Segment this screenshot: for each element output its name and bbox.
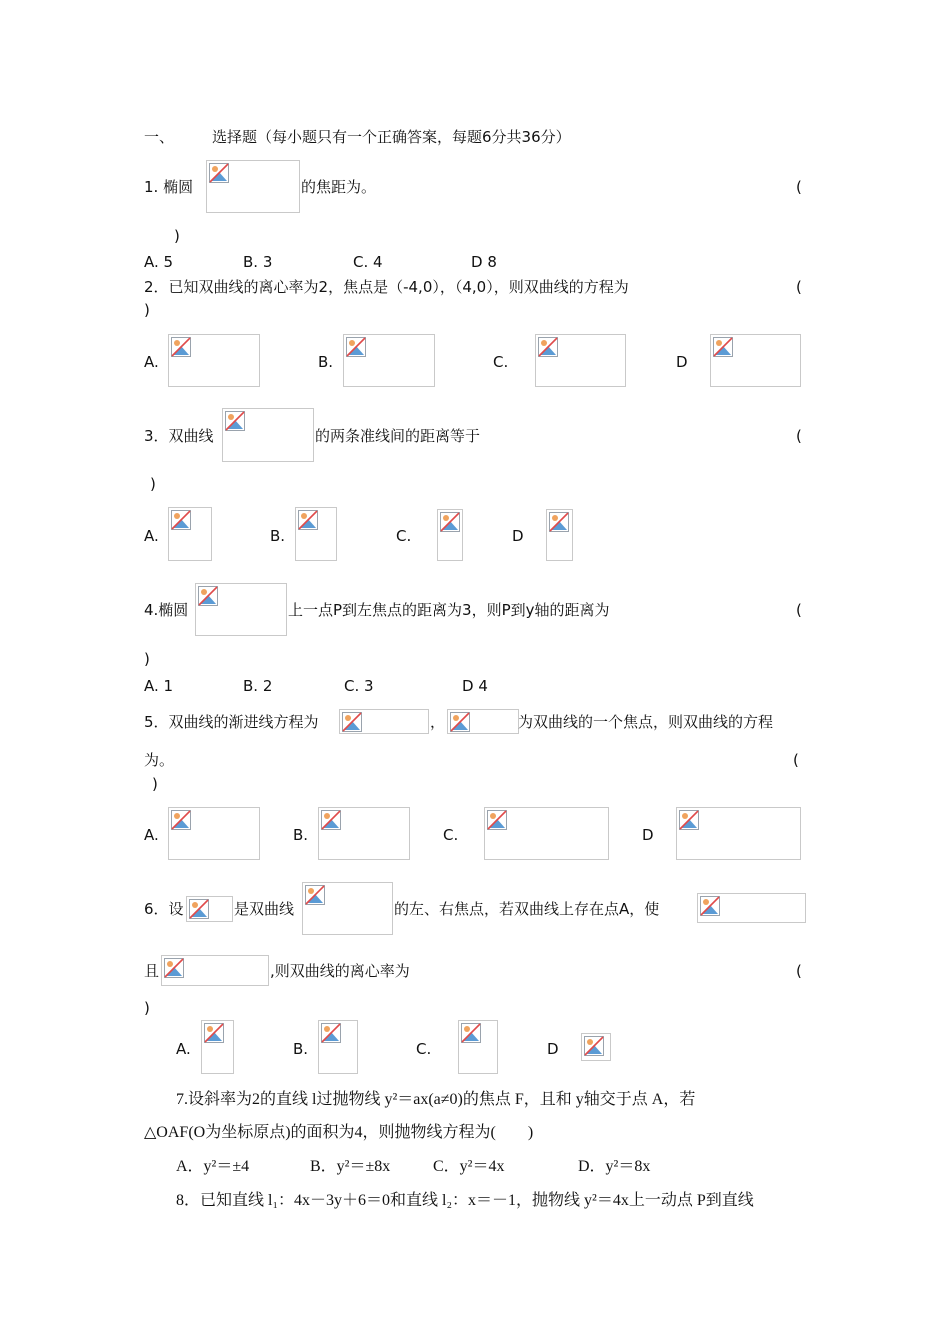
q5-option-d-image (676, 807, 801, 860)
q6-line2-suffix: ,则双曲线的离心率为 (270, 962, 410, 980)
section-number: 一、 (144, 128, 175, 146)
q2-paren-close: ) (144, 301, 150, 319)
q1-paren-close: ) (174, 227, 180, 245)
section-title: 选择题（每小题只有一个正确答案，每题6分共36分） (212, 128, 571, 146)
q6-line2-prefix: 且 (144, 962, 160, 980)
broken-image-icon (460, 1022, 480, 1042)
q6-option-b-image (318, 1020, 358, 1074)
broken-image-icon (449, 711, 469, 731)
q4-option-c: C. 3 (344, 677, 374, 695)
q4-formula-image (195, 583, 287, 636)
q6-option-c-image (458, 1020, 498, 1074)
q4-option-a: A. 1 (144, 677, 174, 695)
q3-formula-image (222, 408, 314, 462)
q5-prefix: 5．双曲线的渐进线方程为 (144, 713, 319, 731)
q5-asymptote-image (339, 709, 429, 734)
q6-hyperbola-image (302, 882, 393, 935)
q5-label-a: A. (144, 826, 159, 844)
q2-label-b: B. (318, 353, 334, 371)
q1-option-c: C. 4 (353, 253, 383, 271)
broken-image-icon (170, 509, 190, 529)
broken-image-icon (208, 162, 228, 182)
broken-image-icon (712, 336, 732, 356)
q3-label-a: A. (144, 527, 159, 545)
broken-image-icon (163, 957, 183, 977)
q4-paren-open: ( (796, 601, 802, 619)
q7-option-a: A．y²＝±4 (176, 1158, 250, 1175)
q1-option-d: D 8 (471, 253, 497, 271)
q5-label-c: C. (443, 826, 459, 844)
q4-option-b: B. 2 (243, 677, 273, 695)
q3-prefix: 3．双曲线 (144, 427, 214, 445)
q6-condition2-image (161, 955, 269, 986)
broken-image-icon (224, 410, 244, 430)
q6-paren-open: ( (796, 962, 802, 980)
broken-image-icon (320, 809, 340, 829)
broken-image-icon (486, 809, 506, 829)
q3-option-c-image (437, 509, 463, 561)
broken-image-icon (699, 895, 719, 915)
q8-line1: 8．已知直线 l₁：4x－3y＋6＝0和直线 l₂：x＝－1，抛物线 y²＝4x上一动点 P到直线 (176, 1192, 754, 1209)
q3-label-b: B. (270, 527, 286, 545)
broken-image-icon (341, 711, 361, 731)
broken-image-icon (537, 336, 557, 356)
broken-image-icon (678, 809, 698, 829)
q4-prefix: 4.椭圆 (144, 601, 189, 619)
q1-paren-open: ( (796, 178, 802, 196)
q5-focus-image (447, 709, 519, 734)
q5-option-c-image (484, 807, 609, 860)
q6-option-a-image (201, 1020, 234, 1074)
q2-label-d: D (676, 353, 688, 371)
q1-option-a: A. 5 (144, 253, 174, 271)
q6-label-b: B. (293, 1040, 309, 1058)
q2-option-a-image (168, 334, 260, 387)
broken-image-icon (170, 336, 190, 356)
q2-label-a: A. (144, 353, 159, 371)
q4-option-d: D 4 (462, 677, 488, 695)
q3-option-d-image (546, 509, 573, 561)
broken-image-icon (188, 898, 208, 918)
q6-prefix: 6．设 (144, 900, 184, 918)
q7-line1: 7.设斜率为2的直线 l过抛物线 y²＝ax(a≠0)的焦点 F，且和 y轴交于点 A，若 (176, 1091, 696, 1108)
q7-line2: △OAF(O为坐标原点)的面积为4，则抛物线方程为( ) (144, 1124, 534, 1141)
q5-option-b-image (318, 807, 410, 860)
q2-label-c: C. (493, 353, 509, 371)
broken-image-icon (345, 336, 365, 356)
q5-option-a-image (168, 807, 260, 860)
q6-label-c: C. (416, 1040, 432, 1058)
q6-condition1-image (697, 893, 806, 923)
q5-comma: ， (430, 713, 446, 731)
q2-option-d-image (710, 334, 801, 387)
q3-option-a-image (168, 507, 212, 561)
q6-paren-close: ) (144, 999, 150, 1017)
q3-suffix: 的两条准线间的距离等于 (315, 427, 481, 445)
q6-label-d: D (547, 1040, 559, 1058)
broken-image-icon (304, 884, 324, 904)
q3-option-b-image (295, 507, 337, 561)
q7-option-c: C．y²＝4x (433, 1158, 505, 1175)
q6-mid1: 是双曲线 (234, 900, 295, 918)
q1-formula-image (206, 160, 300, 213)
q5-suffix: 为双曲线的一个焦点，则双曲线的方程 (518, 713, 774, 731)
broken-image-icon (583, 1035, 603, 1055)
broken-image-icon (297, 509, 317, 529)
q3-label-d: D (512, 527, 524, 545)
broken-image-icon (203, 1022, 223, 1042)
q3-paren-close: ) (150, 475, 156, 493)
q4-paren-close: ) (144, 650, 150, 668)
q4-suffix: 上一点P到左焦点的距离为3，则P到y轴的距离为 (288, 601, 610, 619)
q3-label-c: C. (396, 527, 412, 545)
q1-option-b: B. 3 (243, 253, 273, 271)
q7-option-b: B．y²＝±8x (310, 1158, 391, 1175)
q1-prefix: 1. 椭圆 (144, 178, 194, 196)
q5-label-d: D (642, 826, 654, 844)
broken-image-icon (439, 511, 459, 531)
q1-suffix: 的焦距为。 (301, 178, 377, 196)
broken-image-icon (197, 585, 217, 605)
broken-image-icon (170, 809, 190, 829)
q5-line2: 为。 (144, 751, 175, 769)
q6-mid2: 的左、右焦点，若双曲线上存在点A，使 (394, 900, 660, 918)
q6-option-d-image (581, 1033, 611, 1061)
q5-paren-close: ) (152, 775, 158, 793)
q6-foci-image (186, 896, 233, 922)
q2-option-b-image (343, 334, 435, 387)
q6-label-a: A. (176, 1040, 191, 1058)
q5-label-b: B. (293, 826, 309, 844)
q2-text: 2．已知双曲线的离心率为2，焦点是（-4,0），（4,0），则双曲线的方程为 (144, 278, 629, 296)
q7-option-d: D．y²＝8x (578, 1158, 651, 1175)
q5-paren-open: ( (793, 751, 799, 769)
q2-paren-open: ( (796, 278, 802, 296)
broken-image-icon (320, 1022, 340, 1042)
q2-option-c-image (535, 334, 626, 387)
q3-paren-open: ( (796, 427, 802, 445)
broken-image-icon (548, 511, 568, 531)
